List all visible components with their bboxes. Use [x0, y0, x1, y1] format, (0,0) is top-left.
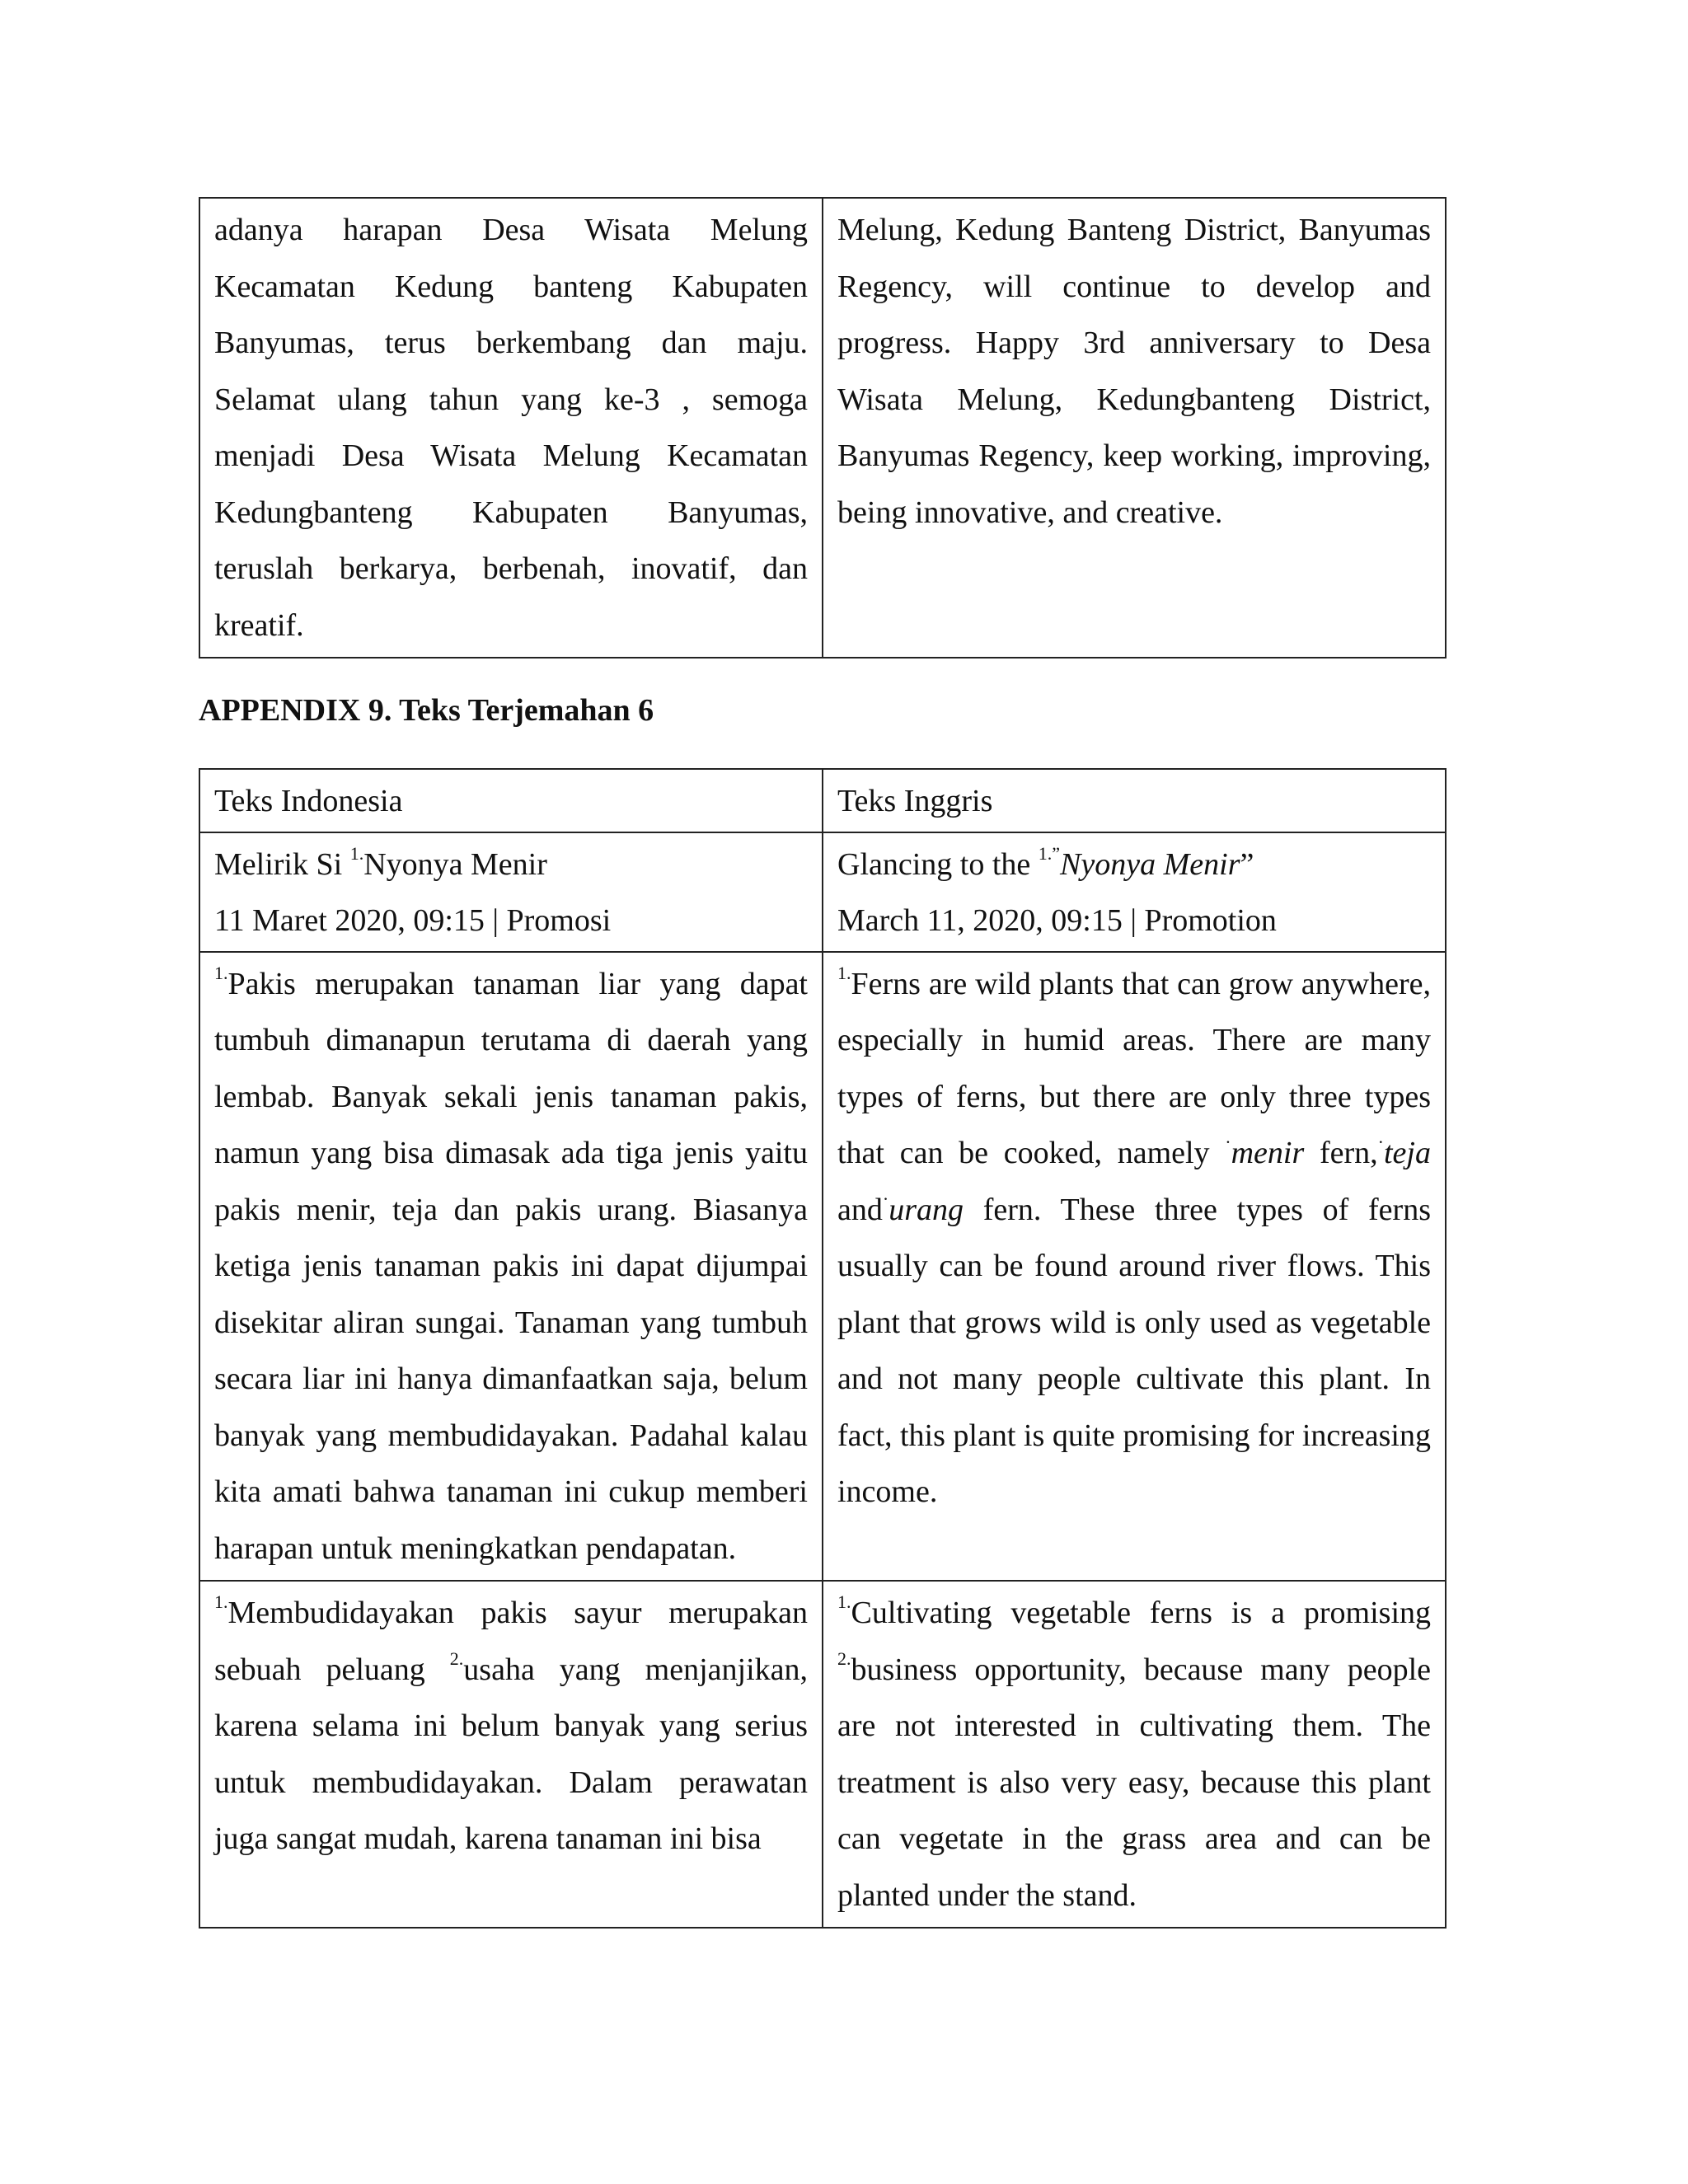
- table-row: [199, 952, 1446, 1582]
- paragraph-indonesian-1: $^{1.}$Pakis merupakan tanaman liar yang dapat tumbuh dimanapun terutama di daerah yang lembab. Banyak sekali jenis tanaman pakis, namun yang bisa dimasak ada tiga jenis yaitu pakis menir, teja dan pakis urang. Biasanya ketiga jenis tanaman pakis ini dapat dijumpai disekitar aliran sungai. Tanaman yang tumbuh secara liar ini hanya dimanfaatkan saja, belum banyak yang membudidayakan. Padahal kalau kita amati bahwa tanaman ini cukup memberi harapan untuk meningkatkan pendapatan.: [214, 962, 808, 1566]
- paragraph-indonesian-2: $^{1.}$Membudidayakan pakis sayur merupakan sebuah peluang $^{2.}$usaha yang menjanjikan, karena selama ini belum banyak yang serius untuk membudidayakan. Dalam perawatan juga sangat mudah, karena tanaman ini bisa: [214, 1591, 808, 1856]
- article-date-english: March 11, 2020, 09:15 | Promotion: [837, 903, 1277, 938]
- english-paragraph: Melung, Kedung Banteng District, Banyumas Regency, will continue to develop and progress. Happy 3rd anniversary to Desa Wisata Melung, Kedungbanteng District, Banyumas Regency, keep working, improving, being innovative, and creative.: [837, 213, 1431, 530]
- paragraph-cell-english: [823, 1581, 1446, 1928]
- paragraph-cell-indonesian: [199, 1581, 823, 1928]
- article-title-english: Glancing to the $^{1.”}$Nyonya Menir”: [837, 842, 1254, 882]
- paragraph-cell-indonesian: [199, 952, 823, 1582]
- header-cell-indonesian: [199, 769, 823, 832]
- article-date-indonesian: 11 Maret 2020, 09:15 | Promosi: [214, 903, 612, 938]
- paragraph-cell-english: [823, 952, 1446, 1582]
- header-indonesian: Teks Indonesia: [214, 784, 403, 818]
- title-cell-indonesian: [199, 832, 823, 952]
- continuation-table: [199, 197, 1447, 658]
- header-cell-english: [823, 769, 1446, 832]
- indonesian-text-cell: [199, 198, 823, 658]
- paragraph-english-1: $^{1.}$Ferns are wild plants that can grow anywhere, especially in humid areas. There are many types of ferns, but there are only three types that can be cooked, namely ·menir fern,·teja and·urang fern. These three types of ferns usually can be found around river flows. This plant that grows wild is only used as vegetable and not many people cultivate this plant. In fact, this plant is quite promising for increasing income.: [837, 962, 1431, 1509]
- paragraph-english-2: $^{1.}$Cultivating vegetable ferns is a promising $^{2.}$business opportunity, because many people are not interested in cultivating them. The treatment is also very easy, because this plant can vegetate in the grass area and can be planted under the stand.: [837, 1591, 1431, 1913]
- title-cell-english: [823, 832, 1446, 952]
- table-row: [199, 1581, 1446, 1928]
- translation-table: [199, 768, 1447, 1929]
- article-title-indonesian: Melirik Si $^{1.}$Nyonya Menir: [214, 842, 547, 882]
- appendix-heading: APPENDIX 9. Teks Terjemahan 6: [199, 693, 654, 728]
- table-header-row: [199, 769, 1446, 832]
- header-english: Teks Inggris: [837, 784, 993, 818]
- table-row: [199, 832, 1446, 952]
- table-row: [199, 198, 1446, 658]
- english-text-cell: [823, 198, 1446, 658]
- indonesian-paragraph: adanya harapan Desa Wisata Melung Kecamatan Kedung banteng Kabupaten Banyumas, terus berkembang dan maju. Selamat ulang tahun yang ke-3 , semoga menjadi Desa Wisata Melung Kecamatan Kedungbanteng Kabupaten Banyumas, teruslah berkarya, berbenah, inovatif, dan kreatif.: [214, 213, 808, 643]
